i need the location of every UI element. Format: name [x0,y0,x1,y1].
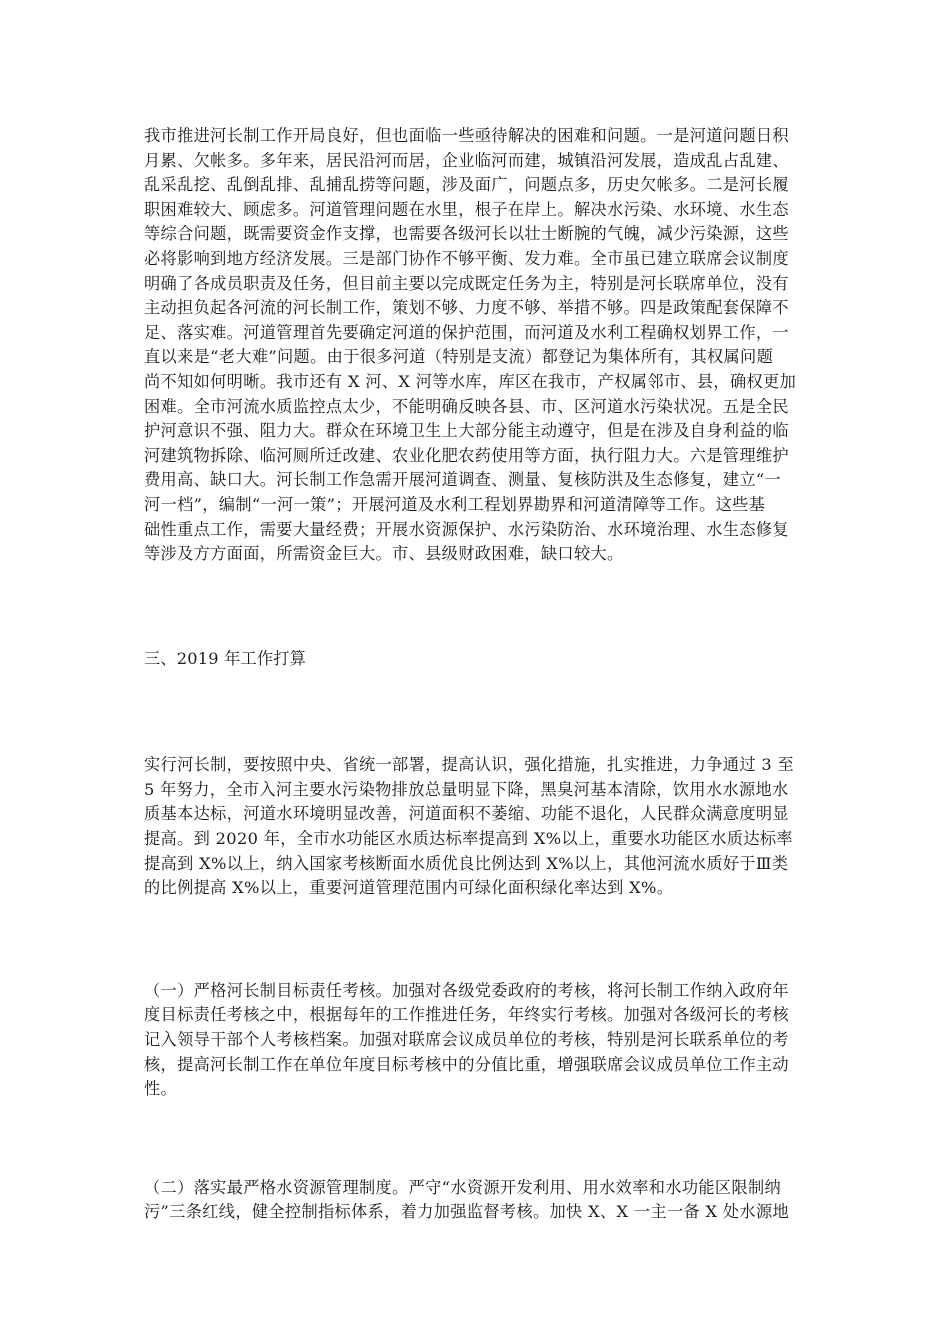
text-line: 础性重点工作，需要大量经费；开展水资源保护、水污染防治、水环境治理、水生态修复 [144,519,789,539]
paragraph-assessment [144,979,808,1102]
text-line: 核，提高河长制工作在单位年度目标考核中的分值比重，增强联席会议成员单位工作主动 [144,1054,789,1074]
text-line: 必将影响到地方经济发展。三是部门协作不够平衡、发力难。全市虽已建立联席会议制度 [144,248,789,268]
text-line: 5 年努力，全市入河主要水污染物排放总量明显下降，黑臭河基本清除，饮用水水源地水 [144,779,789,799]
text-line: 质基本达标，河道水环境明显改善，河道面积不萎缩、功能不退化，人民群众满意度明显 [144,804,789,824]
document-page [144,124,808,1225]
text-line: 河建筑物拆除、临河厕所迁改建、农业化肥农药使用等方面，执行阻力大。六是管理维护 [144,445,789,465]
text-line: 直以来是“老大难”问题。由于很多河道（特别是支流）都登记为集体所有，其权属问题 [144,347,774,367]
text-line: 费用高、缺口大。河长制工作急需开展河道调查、测量、复核防洪及生态修复，建立“一 [144,470,782,490]
text-line: 月累、欠帐多。多年来，居民沿河而居，企业临河而建，城镇沿河发展，造成乱占乱建、 [144,150,789,170]
text-line: 等综合问题，既需要资金作支撑，也需要各级河长以壮士断腕的气魄，减少污染源，这些 [144,224,789,244]
text-line: 性。 [144,1079,178,1099]
text-line: 河一档”，编制“一河一策”；开展河道及水利工程划界勘界和河道清障等工作。这些基 [144,494,766,514]
text-line: 乱采乱挖、乱倒乱排、乱捕乱捞等问题，涉及面广，问题点多，历史欠帐多。二是河长履 [144,175,789,195]
text-line: 记入领导干部个人考核档案。加强对联席会议成员单位的考核，特别是河长联系单位的考 [144,1030,789,1050]
heading-text: 三、2019 年工作打算 [144,648,307,668]
text-line: 主动担负起各河流的河长制工作，策划不够、力度不够、举措不够。四是政策配套保障不 [144,298,789,318]
text-line: 等涉及方方面面，所需资金巨大。市、县级财政困难，缺口较大。 [144,544,624,564]
spacer [144,671,808,753]
text-line: 度目标责任考核之中，根据每年的工作推进任务，年终实行考核。加强对各级河长的考核 [144,1005,789,1025]
spacer [144,1102,808,1176]
text-line: 我市推进河长制工作开局良好，但也面临一些亟待解决的困难和问题。一是河道问题日积 [144,126,789,145]
text-line: 足、落实难。河道管理首先要确定河道的保护范围，而河道及水利工程确权划界工作，一 [144,322,789,342]
text-line: 的比例提高 X%以上，重要河道管理范围内可绿化面积绿化率达到 X%。 [144,878,674,898]
text-line: 实行河长制，要按照中央、省统一部署，提高认识，强化措施，扎实推进，力争通过 3 至 [144,755,795,775]
text-line: 提高。到 2020 年，全市水功能区水质达标率提高到 X%以上，重要水功能区水质达标率 [144,829,793,849]
paragraph-water-management [144,1176,808,1225]
section-heading [144,647,808,672]
spacer [144,901,808,979]
text-line: 职困难较大、顾虑多。河道管理问题在水里，根子在岸上。解决水污染、水环境、水生态 [144,199,789,219]
paragraph-problems [144,124,808,567]
text-line: （一）严格河长制目标责任考核。加强对各级党委政府的考核，将河长制工作纳入政府年 [144,980,789,1000]
text-line: 明确了各成员职责及任务，但目前主要以完成既定任务为主，特别是河长联席单位，没有 [144,273,789,293]
text-line: （二）落实最严格水资源管理制度。严守“水资源开发利用、用水效率和水功能区限制纳 [144,1177,782,1197]
text-line: 尚不知如何明晰。我市还有 X 河、X 河等水库，库区在我市，产权属邻市、县，确权更加 [144,371,797,391]
text-line: 困难。全市河流水质监控点太少，不能明确反映各县、市、区河道水污染状况。五是全民 [144,396,789,416]
text-line: 污”三条红线，健全控制指标体系，着力加强监督考核。加快 X、X 一主一备 X 处水源地 [144,1202,790,1222]
text-line: 护河意识不强、阻力大。群众在环境卫生上大部分能主动遵守，但是在涉及自身利益的临 [144,421,789,441]
text-line: 提高到 X%以上，纳入国家考核断面水质优良比例达到 X%以上，其他河流水质好于Ⅲ类 [144,853,789,873]
spacer [144,567,808,647]
paragraph-goals [144,753,808,901]
